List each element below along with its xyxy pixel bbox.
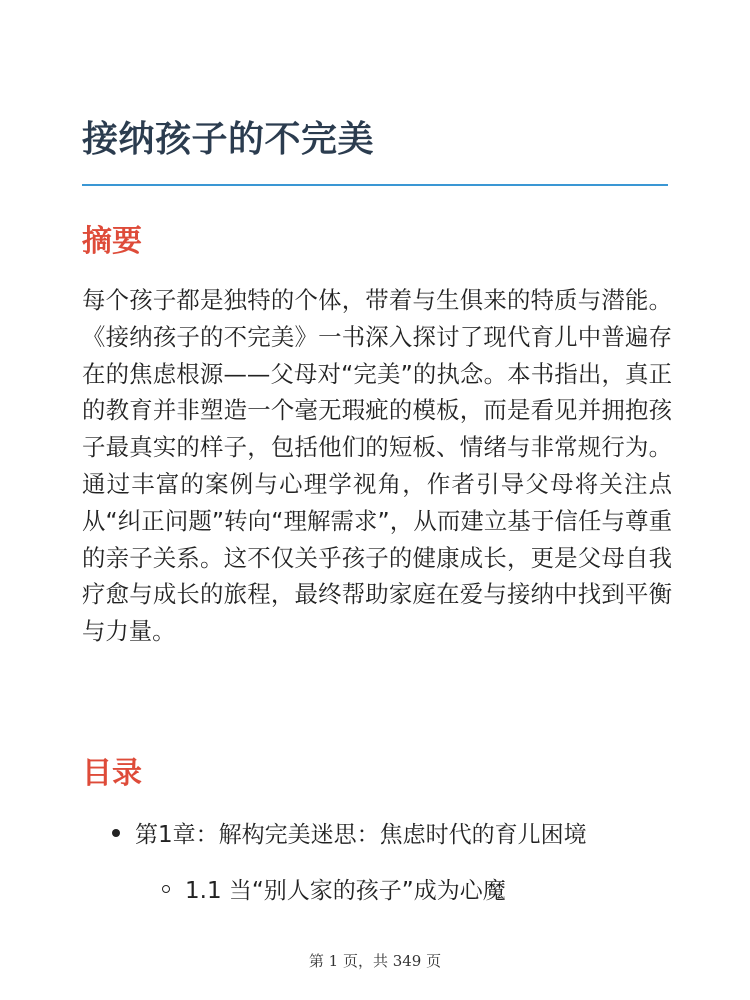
title-divider — [82, 184, 668, 186]
toc-item-chapter-1[interactable] — [112, 818, 587, 852]
toc-item-label: 第1章：解构完美迷思：焦虑时代的育儿困境 — [135, 822, 587, 848]
toc-item-label: 1.1 当“别人家的孩子”成为心魔 — [185, 878, 506, 904]
page-number-footer: 第 1 页，共 349 页 — [308, 952, 442, 970]
toc-heading: 目录 — [82, 756, 142, 791]
bullet-circle-icon — [162, 885, 170, 893]
abstract-heading: 摘要 — [82, 224, 142, 259]
abstract-body: 每个孩子都是独特的个体，带着与生俱来的特质与潜能。《接纳孩子的不完美》一书深入探讨了现代育儿中普遍存在的焦虑根源——父母对“完美”的执念。本书指出，真正的教育并非塑造一个毫无瑕疵的模板，而是看见并拥抱孩子最真实的样子，包括他们的短板、情绪与非常规行为。通过丰富的案例与心理学视角，作者引导父母将关注点从“纠正问题”转向“理解需求”，从而建立基于信任与尊重的亲子关系。这不仅关乎孩子的健康成长，更是父母自我疗愈与成长的旅程，最终帮助家庭在爱与接纳中找到平衡与力量。 — [82, 286, 672, 646]
bullet-disc-icon — [112, 829, 120, 837]
document-title: 接纳孩子的不完美 — [82, 119, 375, 160]
toc-item-section-1-1[interactable] — [162, 874, 506, 908]
